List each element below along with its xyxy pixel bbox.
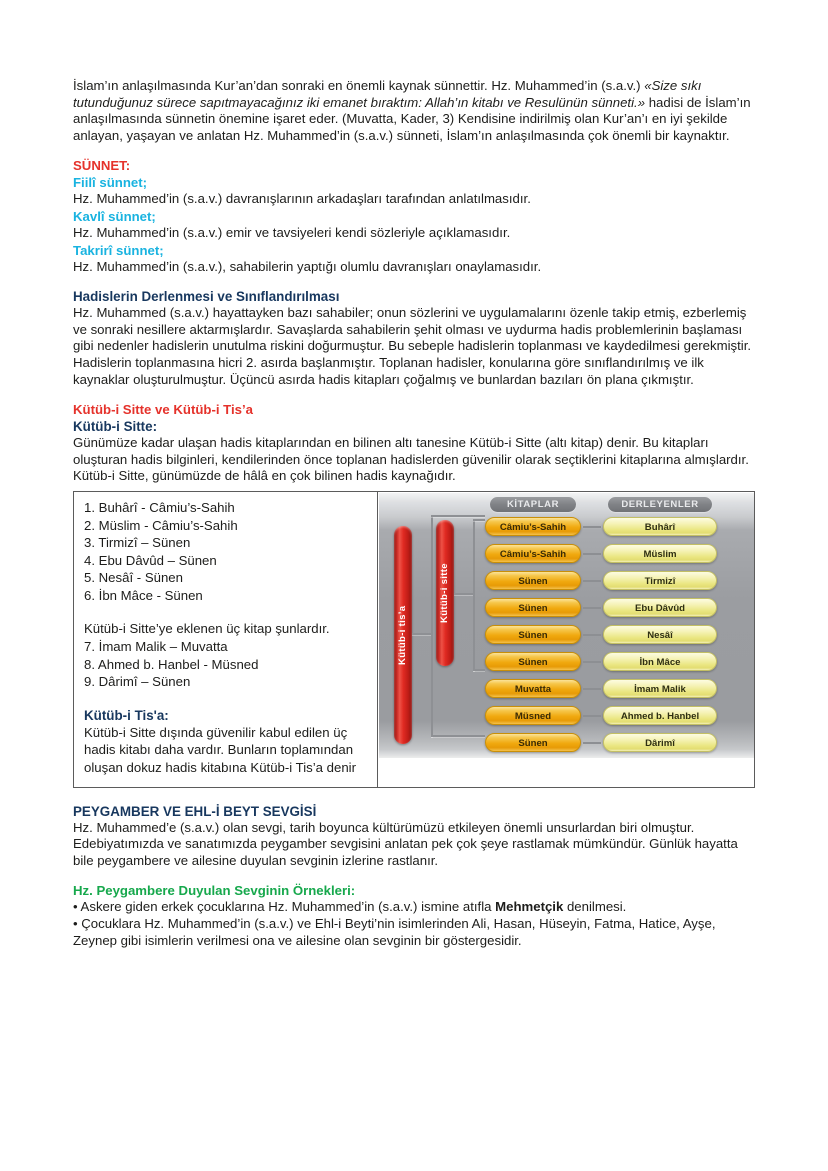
spacer — [73, 788, 758, 803]
diagram-book-node: Sünen — [485, 652, 581, 671]
sunnet-desc-takriri: Hz. Muhammed’in (s.a.v.), sahabilerin yaptığı olumlu davranışları onaylamasıdır. — [73, 258, 542, 274]
diagram-link — [583, 553, 601, 555]
diagram-compiler-node: Dârimî — [603, 733, 717, 752]
sunnet-desc-kavli: Hz. Muhammed’in (s.a.v.) emir ve tavsiyeleri kendi sözleriyle açıklamasıdır. — [73, 224, 511, 240]
diagram-book-node: Sünen — [485, 598, 581, 617]
diagram-link — [583, 742, 601, 744]
derleme-paragraph: Hz. Muhammed (s.a.v.) hayattayken bazı sahabiler; onun sözlerini ve uygulamalarını özenle takip etmiş, ezberlemiş ve sonraki nesillere aktarmışlardır. Savaşlarda sahabilerin şehit olması ve uydurma hadis problemlerinin başlaması gibi nedenler hadislerin unutulma riskini doğurmuştur. Bu sebeple hadislerin toplanması ve kaydedilmesi gerekmiştir. Hadislerin toplanmasına hicri 2. asırda başlanmıştır. Toplanan hadisler, konularına göre sınıflandırılmış ve ilk kaynaklar oluşturulmuştur. Üçüncü asırda hadis kitapları çoğalmış ve bunlardan bazıları ön plana çıkmıştır. — [73, 305, 752, 387]
diagram-compiler-node: Ahmed b. Hanbel — [603, 706, 717, 725]
spacer — [73, 144, 758, 157]
diagram-compiler-node: Nesâî — [603, 625, 717, 644]
diagram-book-node: Müsned — [485, 706, 581, 725]
sunnet-term-kavli: Kavlî sünnet; — [73, 208, 156, 224]
connector-tisa-vertical — [431, 515, 433, 737]
tisa-heading: Kütüb-i Tis'a: — [84, 707, 169, 723]
connector-sitte-stem — [454, 593, 473, 595]
sunnet-term-takriri: Takrirî sünnet; — [73, 242, 164, 258]
diagram-link — [583, 634, 601, 636]
diagram-book-node: Sünen — [485, 733, 581, 752]
spacer — [73, 869, 758, 882]
list-item: 5. Nesâî - Sünen — [84, 570, 183, 586]
kutub-diagram — [379, 493, 754, 758]
diagram-compiler-node: Müslim — [603, 544, 717, 563]
spacer — [84, 604, 369, 620]
list-item: 2. Müslim - Câmiu’s-Sahih — [84, 517, 238, 533]
diagram-book-node: Sünen — [485, 571, 581, 590]
diagram-compiler-node: Ebu Dâvûd — [603, 598, 717, 617]
bullet1-bold: Mehmetçik — [495, 899, 564, 915]
kutub-heading-navy: Kütüb-i Sitte: — [73, 419, 158, 435]
diagram-compiler-node: Tirmizî — [603, 571, 717, 590]
list-item: 7. İmam Malik – Muvatta — [84, 639, 228, 655]
tisa-text: Kütüb-i Sitte dışında güvenilir kabul edilen üç hadis kitabı daha vardır. Bunların toplamından oluşan dokuz hadis kitabına Kütüb-i Tis’a denir — [84, 724, 356, 776]
diagram-link — [583, 607, 601, 609]
list-item: 1. Buhârî - Câmiu’s-Sahih — [84, 499, 235, 515]
spacer — [73, 275, 758, 288]
diagram-book-node: Sünen — [485, 625, 581, 644]
peygamber-heading: PEYGAMBER VE EHL-İ BEYT SEVGİSİ — [73, 803, 317, 819]
sunnet-heading: SÜNNET: — [73, 158, 131, 174]
diagram-link — [583, 580, 601, 582]
diagram-bar-tisa — [394, 526, 412, 744]
connector-tisa-top — [431, 515, 485, 517]
diagram-compiler-node: İmam Malik — [603, 679, 717, 698]
diagram-book-node: Muvatta — [485, 679, 581, 698]
sunnet-desc-fiili: Hz. Muhammed’in (s.a.v.) davranışlarının arkadaşları tarafından anlatılmasıdır. — [73, 191, 531, 207]
peygamber-paragraph: Hz. Muhammed’e (s.a.v.) olan sevgi, tarih boyunca kültürümüzü etkileyen önemli unsurlardan biri olmuştur. Edebiyatımızda ve sanatımızda peygamber sevgisini anlatan pek çok şeye rastlamak mümkündür. Günlük hayatta bile peygambere ve ailesine duyulan sevginin izlerine rastlanır. — [73, 819, 738, 868]
kutub-heading-red: Kütüb-i Sitte ve Kütüb-i Tis’a — [73, 402, 253, 418]
diagram-header-books: KİTAPLAR — [490, 497, 576, 512]
diagram-header-compilers: DERLEYENLER — [608, 497, 712, 512]
diagram-link — [583, 688, 601, 690]
spacer — [84, 691, 369, 707]
kutub-paragraph: Günümüze kadar ulaşan hadis kitaplarından en bilinen altı tanesine Kütüb-i Sitte (altı kitap) denir. Bu kitapları oluşturan hadis bilginleri, kendilerinden önce toplanan hadislerden güvenilir olarak seçtiklerini kitaplarına almışlardır. Kütüb-i Sitte, günümüzde de hâlâ en çok bilinen hadis kaynağıdır. — [73, 435, 749, 484]
added-books-note: Kütüb-i Sitte’ye eklenen üç kitap şunlardır. — [84, 621, 330, 637]
bullet1-post: denilmesi. — [563, 899, 627, 915]
diagram-cell — [378, 492, 754, 787]
diagram-link — [583, 661, 601, 663]
diagram-bar-sitte-label: Kütüb-i sitte — [439, 562, 450, 623]
diagram-bar-sitte — [436, 520, 454, 666]
list-item: 4. Ebu Dâvûd – Sünen — [84, 552, 217, 568]
diagram-compiler-node: İbn Mâce — [603, 652, 717, 671]
derleme-heading: Hadislerin Derlenmesi ve Sınıflandırılması — [73, 289, 340, 305]
diagram-bar-tisa-label: Kütüb-i tis’a — [397, 605, 408, 665]
connector-sitte-vertical — [473, 519, 475, 671]
intro-line1: İslam’ın anlaşılmasında Kur’an’dan sonraki en önemli kaynak sünnettir. Hz. Muhammed’in (s.a.v.) — [73, 78, 641, 93]
list-item: 3. Tirmizî – Sünen — [84, 535, 191, 551]
ornekler-bullet-2: • Çocuklara Hz. Muhammed’in (s.a.v.) ve Ehl-i Beyti’nin isimlerinden Ali, Hasan, Hüseyin, Fatma, Hatice, Ayşe, Zeynep gibi isimlerin verilmesi ona ve ailesine olan sevginin bir göstergesidir. — [73, 916, 716, 948]
kutub-table — [73, 491, 755, 788]
intro-paragraph — [73, 78, 758, 144]
list-item: 6. İbn Mâce - Sünen — [84, 587, 203, 603]
diagram-link — [583, 715, 601, 717]
spacer — [73, 388, 758, 401]
ornekler-bullet-1 — [73, 899, 758, 916]
sunnet-term-fiili: Fiilî sünnet; — [73, 175, 147, 191]
connector-tisa-bottom — [431, 735, 485, 737]
connector-tisa-stem — [412, 633, 431, 635]
connector-sitte-top — [473, 519, 485, 521]
ornekler-heading: Hz. Peygambere Duyulan Sevginin Örnekleri: — [73, 883, 356, 899]
intro-quote: «Size sıkı tutunduğunuz sürece sapıtmayacağınız iki emanet bıraktım: Allah’ın kitabı ve Resulünün sünneti.» — [73, 78, 702, 110]
book-list-cell — [74, 492, 378, 787]
diagram-book-node: Câmiu’s-Sahih — [485, 517, 581, 536]
bullet1-pre: • Askere giden erkek çocuklarına Hz. Muhammed’in (s.a.v.) ismine atıfla — [73, 899, 496, 915]
connector-sitte-bottom — [473, 669, 485, 671]
diagram-link — [583, 526, 601, 528]
intro-line2: hadisi de İslam’ın anlaşılmasında sünnetin önemine işaret eder. (Muvatta, Kader, 3) Kendisine indirilmiş olan Kur’an’ı en iyi şekilde anlayan, yaşayan ve anlatan Hz. Muhammed’in (s.a.v.) sünneti, İslam’ın anlaşılmasında çok önemli bir kaynaktır. — [73, 94, 751, 143]
list-item: 8. Ahmed b. Hanbel - Müsned — [84, 656, 259, 672]
list-item: 9. Dârimî – Sünen — [84, 674, 191, 690]
diagram-compiler-node: Buhârî — [603, 517, 717, 536]
diagram-book-node: Câmiu’s-Sahih — [485, 544, 581, 563]
